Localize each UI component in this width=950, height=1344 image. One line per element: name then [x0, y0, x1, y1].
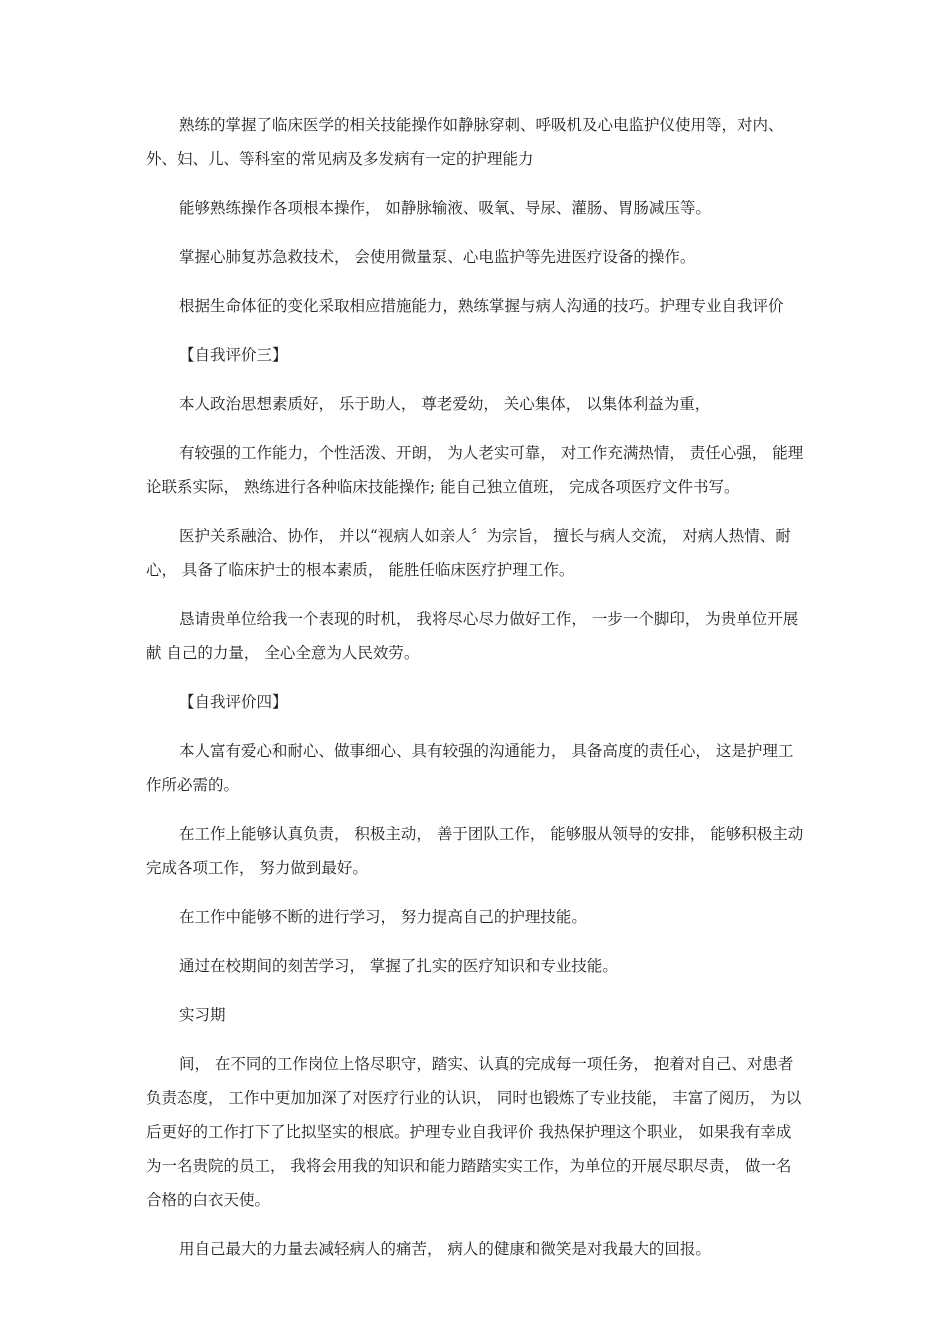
paragraph-closing: 用自己最大的力量去减轻病人的痛苦， 病人的健康和微笑是对我最大的回报。 — [179, 1240, 711, 1258]
paragraph-medical-relations: 医护关系融洽、协作， 并以“视病人如亲人〞为宗旨， 擅长与病人交流， 对病人热情、耐心， 具备了临床护士的根本素质， 能胜任临床医疗护理工作。 — [146, 527, 791, 579]
section-heading-evaluation-four: 【自我评价四】 — [179, 693, 288, 711]
paragraph-political-quality: 本人政治思想素质好， 乐于助人， 尊老爱幼， 关心集体， 以集体利益为重， — [179, 395, 711, 413]
paragraph-school-study: 通过在校期间的刻苦学习， 掌握了扎实的医疗知识和专业技能。 — [179, 957, 618, 975]
paragraph-continuous-learning: 在工作中能够不断的进行学习， 努力提高自己的护理技能。 — [179, 908, 587, 926]
paragraph-internship-experience: 间， 在不同的工作岗位上恪尽职守，踏实、认真的完成每一项任务， 抱着对自己、对患者负责态度， 工作中更加加深了对医疗行业的认识， 同时也锻炼了专业技能， 丰富了阅历， 为以后更好的工作打下了比拟坚实的根底。护理专业自我评价 我热保护理这个职业， 如果我有幸成为一名贵院的员工， 我将会用我的知识和能力踏踏实实工作，为单位的开展尽职尽责， 做一名合格的白衣天使。 — [146, 1055, 802, 1209]
paragraph-internship-label: 实习期 — [179, 1006, 226, 1024]
document-body — [146, 108, 806, 1281]
paragraph-work-ability: 有较强的工作能力，个性活泼、开朗， 为人老实可靠， 对工作充满热情， 责任心强， 能理论联系实际， 熟练进行各种临床技能操作; 能自己独立值班， 完成各项医疗文件书写。 — [146, 444, 804, 496]
paragraph-work-attitude: 在工作上能够认真负责， 积极主动， 善于团队工作， 能够服从领导的安排， 能够积极主动完成各项工作， 努力做到最好。 — [146, 825, 804, 877]
section-heading-evaluation-three: 【自我评价三】 — [179, 346, 288, 364]
paragraph-personality: 本人富有爱心和耐心、做事细心、具有较强的沟通能力， 具备高度的责任心， 这是护理工作所必需的。 — [146, 742, 794, 794]
paragraph-vital-signs: 根据生命体征的变化采取相应措施能力，熟练掌握与病人沟通的技巧。护理专业自我评价 — [179, 297, 784, 315]
paragraph-request-opportunity: 恳请贵单位给我一个表现的时机， 我将尽心尽力做好工作， 一步一个脚印， 为贵单位开展献 自己的力量， 全心全意为人民效劳。 — [146, 610, 799, 662]
paragraph-cpr-skills: 掌握心肺复苏急救技术， 会使用微量泵、心电监护等先进医疗设备的操作。 — [179, 248, 696, 266]
paragraph-basic-operations: 能够熟练操作各项根本操作， 如静脉输液、吸氧、导尿、灌肠、胃肠减压等。 — [179, 199, 711, 217]
paragraph-clinical-skills: 熟练的掌握了临床医学的相关技能操作如静脉穿刺、呼吸机及心电监护仪使用等，对内、外、妇、儿、等科室的常见病及多发病有一定的护理能力 — [146, 116, 784, 168]
